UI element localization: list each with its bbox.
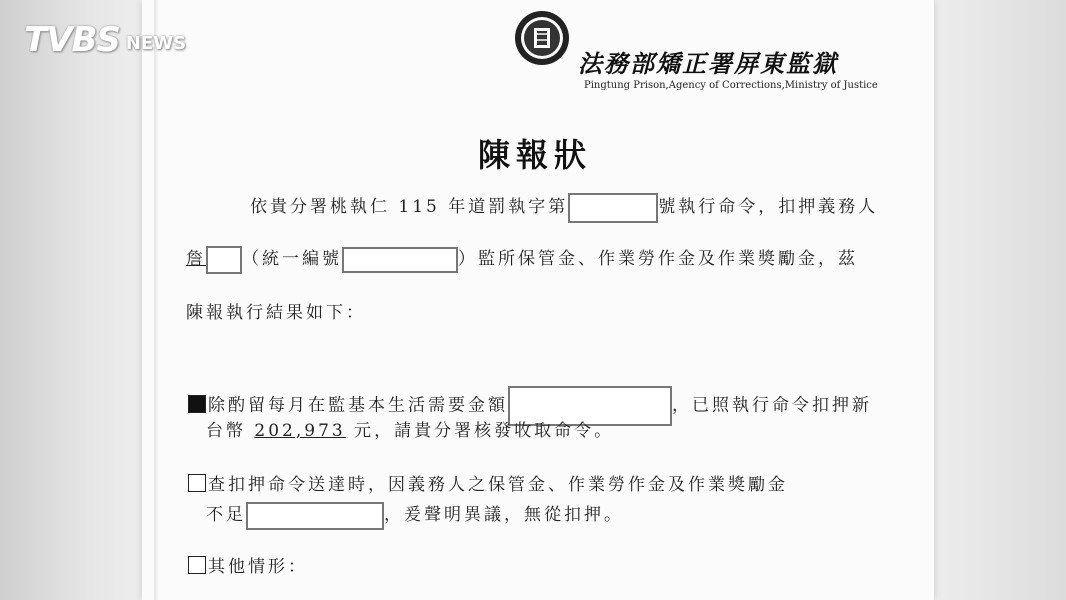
document-title: 陳報狀 (478, 136, 593, 174)
para2-text-a: （統一編號 (242, 249, 342, 269)
redacted-box (342, 247, 458, 273)
paragraph-line-1 (250, 192, 878, 223)
unchecked-box-icon (188, 556, 206, 574)
logo-brand: TVBS (24, 20, 120, 60)
redacted-box (568, 193, 658, 223)
option-1-text-d: 元，請貴分署核發收取命令。 (354, 421, 615, 441)
name-initial: 詹 (186, 249, 206, 269)
checked-box-icon (188, 395, 206, 413)
option-3-line (188, 552, 308, 577)
paragraph-line-3: 陳報執行結果如下： (186, 303, 366, 323)
logo-suffix: NEWS (125, 33, 187, 54)
option-1-line-2 (206, 416, 614, 441)
tvbs-news-logo (24, 20, 186, 60)
unchecked-box-icon (188, 474, 206, 492)
paragraph-line-2 (186, 244, 858, 274)
background-right (926, 0, 1066, 600)
option-3-text: 其他情形： (208, 557, 308, 577)
para1-text-a: 依貴分署桃執仁 115 年道罰執字第 (250, 197, 569, 217)
option-2-text-c: ，爰聲明異議，無從扣押。 (384, 505, 624, 525)
option-2-line-2 (206, 500, 624, 530)
para1-text-b: 號執行命令，扣押義務人 (658, 197, 879, 217)
prison-seal-icon (514, 10, 570, 66)
option-1-text-b: ，已照執行命令扣押新 (672, 395, 872, 416)
redacted-box (246, 502, 384, 530)
org-name-english: Pingtung Prison,Agency of Corrections,Ministry of Justice (584, 80, 878, 91)
para2-text-b: ）監所保管金、作業勞作金及作業獎勵金，茲 (458, 249, 858, 269)
paper-fold (154, 0, 158, 600)
option-1-text-a: 除酌留每月在監基本生活需要金額 (208, 395, 508, 416)
option-2-line-1 (188, 470, 788, 495)
document-page (142, 0, 934, 600)
seized-amount: 202,973 (254, 421, 346, 441)
option-2-text-b: 不足 (206, 505, 246, 525)
org-name-chinese: 法務部矯正署屏東監獄 (578, 49, 838, 78)
redacted-box (206, 246, 242, 274)
option-2-text-a: 查扣押命令送達時，因義務人之保管金、作業勞作金及作業獎勵金 (208, 475, 788, 495)
option-1-text-c: 台幣 (206, 421, 246, 441)
background-left (0, 0, 150, 600)
